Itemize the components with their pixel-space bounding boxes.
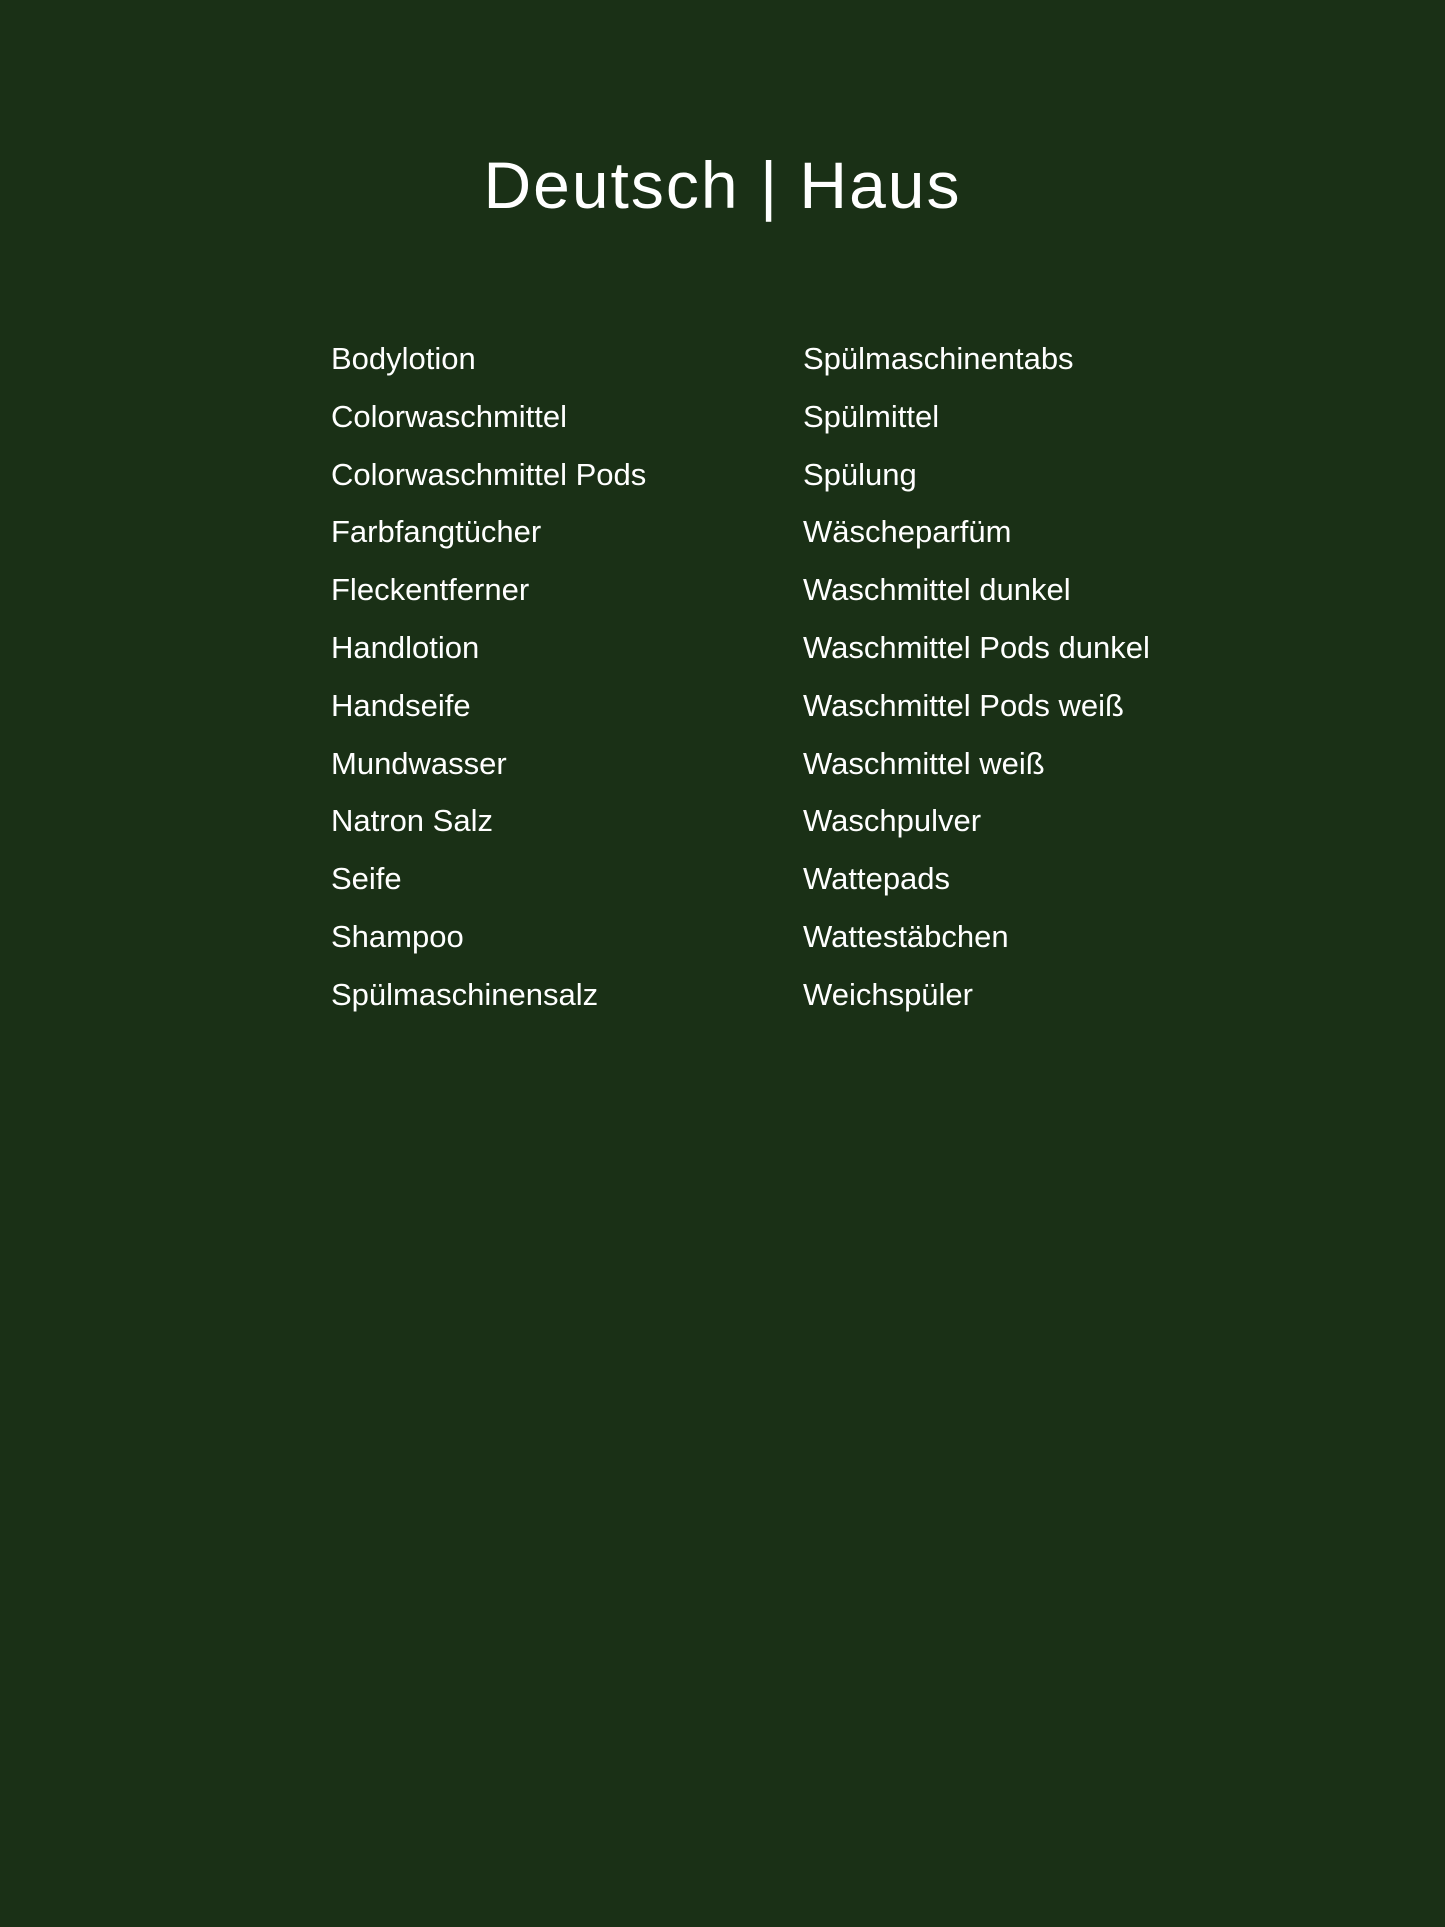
list-item: Wattepads bbox=[803, 861, 951, 897]
list-item: Waschmittel weiß bbox=[803, 745, 1045, 781]
list-item: Mundwasser bbox=[331, 745, 507, 781]
list-item: Wattestäbchen bbox=[803, 918, 1009, 954]
list-item: Handseife bbox=[331, 687, 471, 723]
list-item: Shampoo bbox=[331, 918, 464, 954]
word-list-right bbox=[803, 336, 1403, 1030]
list-item: Spülmittel bbox=[803, 398, 940, 434]
list-item: Farbfangtücher bbox=[331, 514, 542, 550]
list-item: Waschmittel Pods dunkel bbox=[803, 629, 1150, 665]
list-item: Seife bbox=[331, 861, 402, 897]
list-item: Waschpulver bbox=[803, 803, 982, 839]
list-item: Waschmittel dunkel bbox=[803, 572, 1071, 608]
list-item: Bodylotion bbox=[331, 341, 476, 376]
list-item: Wäscheparfüm bbox=[803, 514, 1012, 550]
list-item: Colorwaschmittel Pods bbox=[331, 456, 647, 492]
list-item: Handlotion bbox=[331, 629, 480, 665]
list-item: Spülmaschinentabs bbox=[803, 341, 1074, 376]
list-item: Spülmaschinensalz bbox=[331, 976, 599, 1012]
word-list-left bbox=[331, 336, 771, 1030]
page-title: Deutsch | Haus bbox=[483, 148, 962, 222]
list-item: Weichspüler bbox=[803, 976, 974, 1012]
list-item: Fleckentferner bbox=[331, 572, 530, 608]
list-item: Spülung bbox=[803, 456, 917, 492]
list-item: Natron Salz bbox=[331, 803, 493, 839]
list-item: Colorwaschmittel bbox=[331, 398, 568, 434]
list-item: Waschmittel Pods weiß bbox=[803, 687, 1124, 723]
